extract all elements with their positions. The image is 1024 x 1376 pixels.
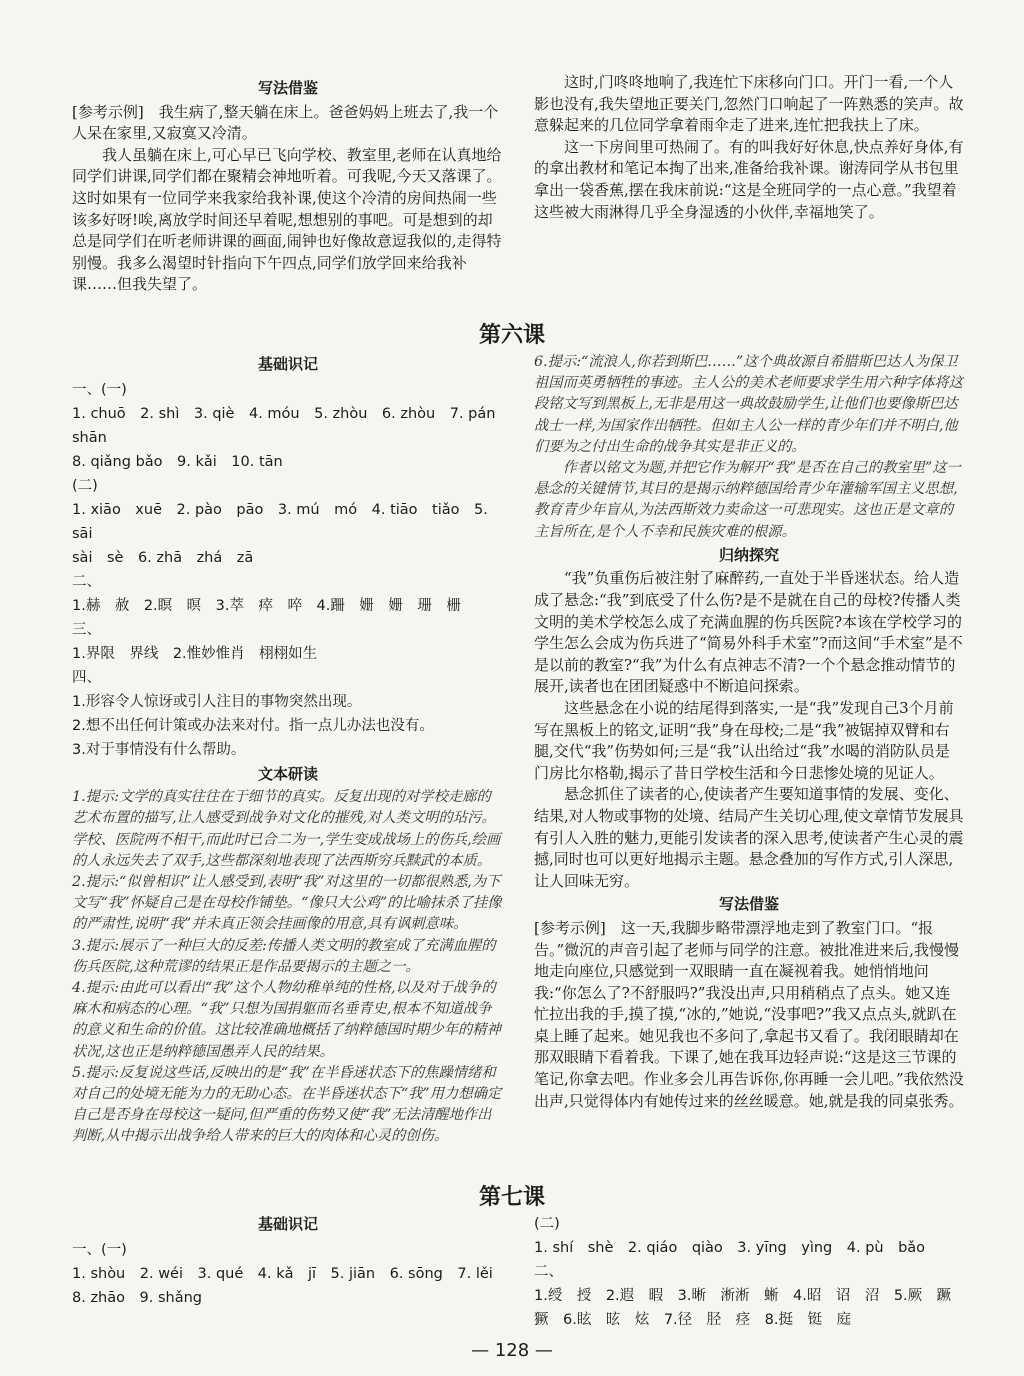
analysis-list (534, 352, 964, 543)
page-number: — 128 — (471, 1340, 553, 1361)
section-heading: 文本研读 (257, 764, 318, 783)
answer-line: (二) (534, 1216, 560, 1232)
analysis-item: 作者以铭文为题,并把它作为解开“我”是否在自己的教室里”这一悬念的关键情节,其目的是揭示纳粹德国给青少年灌输军国主义思想,教育青少年盲从,为法西斯效力卖命这一可悲现实。这也正是文章的主旨所在,是个人不幸和民族灾难的根源。 (534, 460, 961, 540)
paragraph: [参考示例] 我生病了,整天躺在床上。爸爸妈妈上班去了,我一个人呆在家里,又寂寞又冷清。 (72, 102, 499, 143)
answer-line: 1.界限 界线 2.惟妙惟肖 栩栩如生 (72, 645, 318, 662)
section-heading: 写法借鉴 (718, 895, 779, 914)
paragraph: 这些悬念在小说的结尾得到落实,一是“我”发现自己3个月前写在黑板上的铭文,证明“我”身在母校;二是“我”被锯掉双臂和右腿,交代“我”伤势如何;三是“我”认出给过“我”水喝的消防队员是门房比尔格勒,揭示了昔日学校生活和今日悲惨处境的见证人。 (534, 698, 954, 782)
lesson6-right-column (534, 352, 964, 1112)
answer-line: 一、(一) (72, 1241, 127, 1258)
answer-line: 一、(一) (72, 381, 127, 398)
answer-line: sài sè 6. zhā zhá zā (72, 549, 254, 566)
lesson-title: 第七课 (478, 1185, 545, 1210)
paragraph: 这一下房间里可热闹了。有的叫我好好休息,快点养好身体,有的拿出教材和笔记本掏了出来,准备给我补课。谢涛同学从书包里拿出一袋香蕉,摆在我床前说:“这是全班同学的一点心意。”我望着这些被大雨淋得几乎全身湿透的小伙伴,幸福地笑了。 (534, 137, 964, 221)
paragraph: 我人虽躺在床上,可心早已飞向学校、教室里,老师在认真地给同学们讲课,同学们都在聚精会神地听着。可我呢,今天又落课了。这时如果有一位同学来我家给我补课,使这个冷清的房间热闹一些该多好呀!唉,离放学时间还早着呢,想想别的事吧。可是想到的却总是同学们在听老师讲课的画面,闹钟也好像故意逗我似的,走得特别慢。我多么渴望时针指向下午四点,同学们放学回来给我补课……但我失望了。 (72, 145, 502, 294)
answer-list (72, 378, 504, 762)
paragraph: “我”负重伤后被注射了麻醉药,一直处于半昏迷状态。给人造成了悬念:“我”到底受了什么伤?是不是就在自己的母校?传播人类文明的美术学校怎么成了充满血腥的伤兵医院?本该在学校学习的学生怎么会成为伤兵进了“简易外科手术室”?而这间“手术室”是不是以前的教室?“我”为什么有点神志不清?一个个悬念推动情节的展开,读者也在团团疑惑中不断追问探索。 (534, 569, 963, 696)
analysis-item: 6.提示:“流浪人,你若到斯巴……”这个典故源自希腊斯巴达人为保卫祖国而英勇牺牲的事迹。主人公的美术老师要求学生用六种字体将这段铭文写到黑板上,无非是用这一典故鼓励学生,让他们也要像斯巴达战士一样,为国家作出牺牲。但如主人公一样的青少年们并不明白,他们要为之付出生命的战争其实是非正义的。 (534, 354, 963, 455)
answer-line: 二、 (72, 573, 101, 590)
analysis-item: 5.提示:反复说这些话,反映出的是“我”在半昏迷状态下的焦躁情绪和对自己的处境无能为力的无助心态。在半昏迷状态下“我”用力想确定自己是否身在母校这一疑问,但严重的伤势又使“我”无法清醒地作出判断,从中揭示出战争给人带来的巨大的肉体和心灵的创伤。 (72, 1064, 502, 1145)
analysis-item: 4.提示:由此可以看出“我”这个人物幼稚单纯的性格,以及对于战争的麻木和病态的心理。“我”只想为国捐躯而名垂青史,根本不知道战争的意义和生命的价值。这比较准确地概括了纳粹德国时期少年的精神状况,这也正是纳粹德国愚弄人民的结果。 (72, 980, 501, 1060)
answer-line: 獗 6.眩 昡 炫 7.径 胫 痉 8.挺 铤 庭 (534, 1312, 852, 1328)
answer-line: 四、 (72, 669, 101, 686)
answer-line: 1. chuō 2. shì 3. qiè 4. móu 5. zhòu 6. zhòu 7. pán shān (72, 405, 496, 446)
analysis-list (72, 787, 504, 1147)
paragraph: 这时,门咚咚地响了,我连忙下床移向门口。开门一看,一个人影也没有,我失望地正要关门,忽然门口响起了一阵熟悉的笑声。故意躲起来的几位同学拿着雨伞走了进来,连忙把我扶上了床。 (534, 73, 964, 135)
answer-line: (二) (72, 477, 98, 494)
lesson6-left-column (72, 352, 504, 1148)
section-heading: 归纳探究 (718, 545, 779, 564)
paragraph: [参考示例] 这一天,我脚步略带漂浮地走到了教室门口。“报告。”微沉的声音引起了老师与同学的注意。被批准进来后,我慢慢地走向座位,只感觉到一双眼睛一直在凝视着我。她悄悄地问我:“你怎么了?不舒服吗?”我没出声,只用稍稍点了点头。她又连忙拉出我的手,摸了摸,“冰的,”她说,“没事吧?”我又点点头,就趴在桌上睡了起来。她见我也不多问了,拿起书又看了。我闭眼睛却在那双眼睛下看着我。下课了,她在我耳边轻声说:“这是这三节课的笔记,你拿去吧。作业多会儿再告诉你,你再睡一会儿吧。”我依然没出声,只觉得体内有她传过来的丝丝暖意。她,就是我的同桌张秀。 (534, 918, 964, 1110)
answer-line: 8. zhāo 9. shǎng (72, 1289, 202, 1306)
answer-line: 1.绶 授 2.遐 暇 3.晰 淅淅 蜥 4.昭 诏 沼 5.厥 蹶 (534, 1288, 952, 1304)
answer-line: 1. shí shè 2. qiáo qiào 3. yīng yìng 4. pù bǎo (534, 1240, 926, 1256)
answer-line: 1.赫 赦 2.瞑 暝 3.萃 瘁 啐 4.跚 姗 姗 珊 栅 (72, 597, 461, 614)
answer-line: 2.想不出任何计策或办法来对付。指一点儿办法也没有。 (72, 717, 434, 734)
answer-line: 1.形容令人惊讶或引人注目的事物突然出现。 (72, 693, 362, 710)
answer-line: 1. xiāo xuē 2. pào pāo 3. mú mó 4. tiāo tiǎo 5. sāi (72, 501, 488, 542)
paragraph: 悬念抓住了读者的心,使读者产生要知道事情的发展、变化、结果,对人物或事物的处境、结局产生关切心理,使文章情节发展具有引人入胜的魅力,更能引发读者的深入思考,使读者产生心灵的震撼,同时也可以更好地揭示主题。悬念叠加的写作方式,引人深思,让人回味无穷。 (534, 785, 964, 890)
top-right-column (534, 72, 964, 223)
answer-line: 3.对于事情没有什么帮助。 (72, 741, 246, 758)
answer-line: 1. shòu 2. wéi 3. qué 4. kǎ jī 5. jiān 6. sōng 7. lěi (72, 1265, 493, 1282)
lesson7-right-column (534, 1212, 964, 1332)
section-heading: 基础识记 (257, 355, 318, 373)
analysis-item: 1.提示:文学的真实往往在于细节的真实。反复出现的对学校走廊的艺术布置的描写,让人感受到战争对文化的摧残,对人类文明的玷污。学校、医院两不相干,而此时已合二为一,学生变成战场上的伤兵,绘画的人永远失去了双手,这些都深刻地表现了法西斯穷兵黩武的本质。 (72, 789, 501, 869)
analysis-item: 3.提示:展示了一种巨大的反差:传播人类文明的教室成了充满血腥的伤兵医院,这种荒谬的结果正是作品要揭示的主题之一。 (72, 937, 496, 975)
section-heading: 写法借鉴 (257, 79, 318, 97)
top-left-column (72, 76, 504, 296)
lesson-title: 第六课 (478, 323, 545, 348)
answer-line: 二、 (534, 1264, 563, 1280)
lesson7-left-column (72, 1212, 504, 1310)
section-heading: 基础识记 (257, 1215, 318, 1233)
answer-list (72, 1238, 504, 1310)
analysis-item: 2.提示:“似曾相识”让人感受到,表明“我”对这里的一切都很熟悉,为下文写“我”怀疑自己是在母校作铺垫。“像只大公鸡”的比喻抹杀了挂像的严肃性,说明“我”并未真正领会挂画像的用意,具有讽刺意味。 (72, 874, 502, 933)
answer-line: 8. qiǎng bǎo 9. kǎi 10. tān (72, 453, 283, 470)
answer-line: 三、 (72, 621, 101, 638)
